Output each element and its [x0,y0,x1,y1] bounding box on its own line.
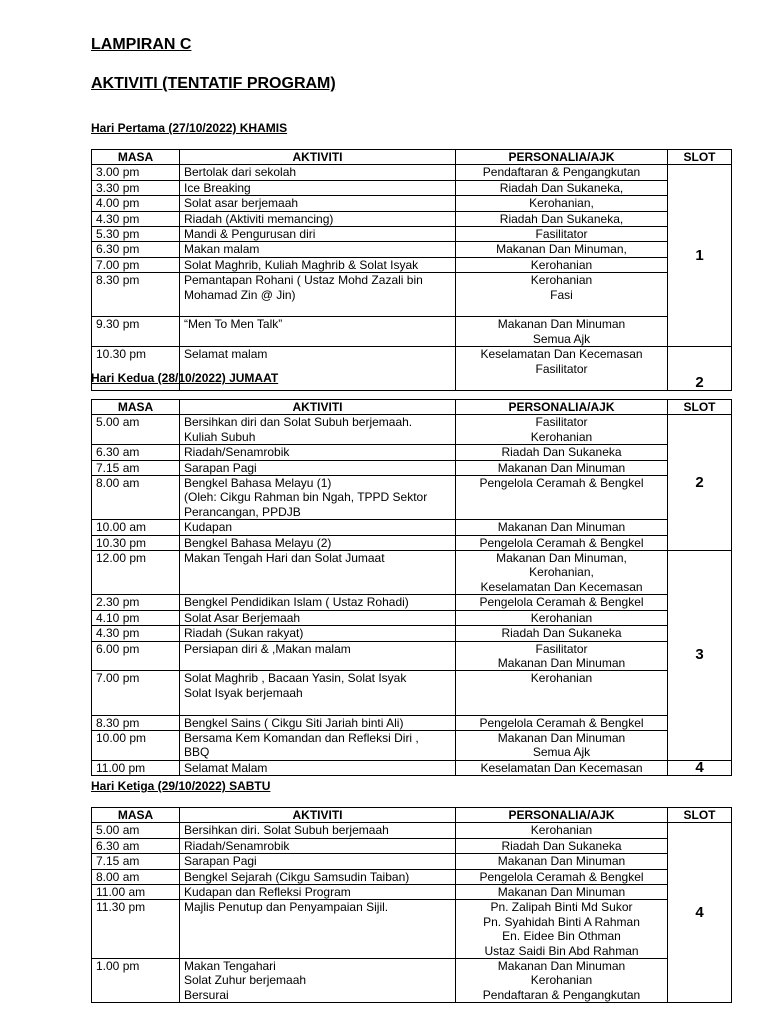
table-row [92,520,732,535]
personalia-line: Semua Ajk [532,745,591,760]
activity-line: Solat Asar Berjemaah [184,610,301,625]
personalia-line: Makanan Dan Minuman [497,854,626,869]
activity-line: Bengkel Bahasa Melayu (2) [184,535,332,550]
day2-body [92,415,732,776]
personalia-cell [456,242,668,257]
page-subtitle: AKTIVITI (TENTATIF PROGRAM) [91,75,336,92]
time-cell: 11.00 pm [92,760,180,775]
header-masa: MASA [92,400,180,415]
table-row [92,551,732,595]
personalia-cell [456,347,668,391]
time-cell: 10.00 pm [92,730,180,760]
personalia-line: Makanan Dan Minuman [497,520,626,535]
table-row [92,460,732,475]
activity-line: Ice Breaking [184,180,251,195]
time-cell: 4.30 pm [92,626,180,641]
time-cell: 5.00 am [92,823,180,838]
activity-line: Solat Maghrib , Bacaan Yasin, Solat Isyak [184,671,407,686]
table-row [92,227,732,242]
activity-line: Mandi & Pengurusan diri [184,227,316,242]
table-row [92,626,732,641]
personalia-cell [456,196,668,211]
table-row [92,885,732,900]
activity-line: Riadah/Senamrobik [184,838,290,853]
personalia-cell [456,257,668,272]
slot-cell: 3 [668,551,732,761]
time-cell: 7.15 am [92,460,180,475]
activity-line: Majlis Penutup dan Penyampaian Sijil. [184,900,389,915]
activity-line: Bengkel Sejarah (Cikgu Samsudin Taiban) [184,869,410,884]
personalia-line: Fasilitator [535,227,588,242]
personalia-cell [456,760,668,775]
personalia-line: En. Eidee Bin Othman [502,929,621,944]
personalia-cell [456,460,668,475]
activity-cell [180,165,456,180]
table-row [92,165,732,180]
day2-table [91,399,732,776]
personalia-cell [456,180,668,195]
day1-table [91,149,732,391]
personalia-cell [456,211,668,226]
slot-cell: 4 [668,760,732,775]
personalia-line: Keselamatan Dan Kecemasan [480,579,643,594]
personalia-line: Pengelola Ceramah & Bengkel [479,715,644,730]
personalia-line: Makanan Dan Minuman [497,730,626,745]
personalia-line: Makanan Dan Minuman [497,460,626,475]
personalia-line: Semua Ajk [532,331,591,346]
activity-line: Bertolak dari sekolah [184,165,297,180]
activity-line: Bersurai [184,987,229,1002]
personalia-cell [456,165,668,180]
personalia-cell [456,626,668,641]
personalia-line: Makanan Dan Minuman [497,655,626,670]
activity-line: Selamat malam [184,347,268,362]
day2-heading: Hari Kedua (28/10/2022) JUMAAT [91,371,279,385]
activity-cell [180,959,456,1003]
activity-line: Makan Tengahari [184,959,276,974]
activity-line: Selamat Malam [184,760,268,775]
activity-cell [180,869,456,884]
activity-line: Bersama Kem Komandan dan Refleksi Diri , [184,730,419,745]
activity-cell [180,227,456,242]
time-cell: 3.00 pm [92,165,180,180]
table-row [92,838,732,853]
activity-cell [180,273,456,317]
header-personalia: PERSONALIA/AJK [456,808,668,823]
header-personalia: PERSONALIA/AJK [456,150,668,165]
activity-cell [180,535,456,550]
header-aktiviti: AKTIVITI [180,150,456,165]
activity-cell [180,520,456,535]
personalia-cell [456,317,668,347]
activity-line: Perancangan, PPDJB [184,504,301,519]
personalia-line: Riadah Dan Sukaneka [501,626,622,641]
table-row [92,823,732,838]
time-cell: 2.30 pm [92,595,180,610]
table-row [92,196,732,211]
personalia-line: Kerohanian [530,973,593,988]
activity-line: Mohamad Zin @ Jin) [184,287,296,302]
personalia-cell [456,273,668,317]
time-cell: 11.30 pm [92,900,180,959]
header-aktiviti: AKTIVITI [180,400,456,415]
activity-line: Kuliah Subuh [184,429,256,444]
time-cell: 7.15 am [92,854,180,869]
activity-line: Solat Zuhur berjemaah [184,973,307,988]
table-row [92,610,732,625]
personalia-line: Kerohanian, [529,565,594,580]
personalia-cell [456,641,668,671]
activity-line: Riadah (Aktiviti memancing) [184,211,334,226]
day3-heading: Hari Ketiga (29/10/2022) SABTU [91,779,271,793]
personalia-line: Kerohanian [530,610,593,625]
personalia-line: Pengelola Ceramah & Bengkel [479,869,644,884]
activity-cell [180,885,456,900]
slot-cell: 4 [668,823,732,1003]
table-row [92,671,732,715]
personalia-cell [456,415,668,445]
time-cell: 1.00 pm [92,959,180,1003]
activity-cell [180,445,456,460]
activity-line: Persiapan diri & ,Makan malam [184,641,351,656]
time-cell: 6.00 pm [92,641,180,671]
time-cell: 11.00 am [92,885,180,900]
personalia-line: Keselamatan Dan Kecemasan [480,347,643,362]
activity-line: Kudapan dan Refleksi Program [184,885,351,900]
time-cell: 7.00 pm [92,671,180,715]
header-masa: MASA [92,808,180,823]
table-row [92,730,732,760]
activity-line: Pemantapan Rohani ( Ustaz Mohd Zazali bin [184,273,423,288]
activity-line: Kudapan [184,520,233,535]
activity-cell [180,854,456,869]
personalia-cell [456,595,668,610]
time-cell: 4.10 pm [92,610,180,625]
personalia-cell [456,551,668,595]
table-row [92,535,732,550]
personalia-cell [456,671,668,715]
time-cell: 4.30 pm [92,211,180,226]
personalia-line: Kerohanian, [529,196,594,211]
personalia-line: Fasilitator [535,641,588,656]
activity-line: (Oleh: Cikgu Rahman bin Ngah, TPPD Sektor [184,490,428,505]
header-masa: MASA [92,150,180,165]
personalia-cell [456,854,668,869]
slot-cell: 2 [668,415,732,551]
time-cell: 10.30 pm [92,535,180,550]
personalia-line: Pengelola Ceramah & Bengkel [479,476,644,491]
activity-line: Makan Tengah Hari dan Solat Jumaat [184,551,385,566]
activity-cell [180,196,456,211]
personalia-line: Fasi [550,287,573,302]
personalia-cell [456,900,668,959]
personalia-cell [456,959,668,1003]
personalia-line: Makanan Dan Minuman, [496,551,627,566]
table-row [92,211,732,226]
personalia-line: Makanan Dan Minuman [497,959,626,974]
activity-cell [180,257,456,272]
table-row [92,180,732,195]
table-row [92,257,732,272]
time-cell: 5.30 pm [92,227,180,242]
day3-table [91,807,732,1003]
slot-cell: 1 [668,165,732,347]
time-cell: 6.30 pm [92,242,180,257]
activity-line: Bengkel Sains ( Cikgu Siti Jariah binti Ali) [184,715,404,730]
activity-cell [180,242,456,257]
time-cell: 8.30 pm [92,273,180,317]
activity-line: Sarapan Pagi [184,854,257,869]
activity-cell [180,476,456,520]
activity-line: Riadah/Senamrobik [184,445,290,460]
personalia-line: Fasilitator [535,361,588,376]
personalia-line: Pn. Syahidah Binti A Rahman [483,914,640,929]
personalia-line: Pengelola Ceramah & Bengkel [479,535,644,550]
personalia-cell [456,445,668,460]
table-row [92,595,732,610]
personalia-cell [456,730,668,760]
personalia-cell [456,823,668,838]
activity-cell [180,626,456,641]
activity-cell [180,641,456,671]
time-cell: 10.00 am [92,520,180,535]
header-personalia: PERSONALIA/AJK [456,400,668,415]
personalia-line: Pengelola Ceramah & Bengkel [479,595,644,610]
activity-line: Solat asar berjemaah [184,196,299,211]
time-cell: 6.30 am [92,838,180,853]
activity-line: Bengkel Pendidikan Islam ( Ustaz Rohadi) [184,595,409,610]
personalia-line: Ustaz Saidi Bin Abd Rahman [484,943,639,958]
personalia-cell [456,476,668,520]
personalia-line: Kerohanian [530,429,593,444]
table-row [92,854,732,869]
table-row [92,760,732,775]
activity-cell [180,180,456,195]
activity-line: Makan malam [184,242,260,257]
header-slot: SLOT [668,400,732,415]
day1-heading: Hari Pertama (27/10/2022) KHAMIS [91,121,288,135]
activity-line: Bengkel Bahasa Melayu (1) [184,476,332,491]
personalia-line: Kerohanian [530,273,593,288]
table-row [92,476,732,520]
activity-line: Bersihkan diri. Solat Subuh berjemaah [184,823,389,838]
slot-cell: 2 [668,347,732,391]
personalia-line: Riadah Dan Sukaneka [501,445,622,460]
personalia-line: Riadah Dan Sukaneka, [499,180,624,195]
activity-cell [180,730,456,760]
header-aktiviti: AKTIVITI [180,808,456,823]
time-cell: 5.00 am [92,415,180,445]
personalia-line: Keselamatan Dan Kecemasan [480,760,643,775]
table-row [92,317,732,347]
activity-cell [180,838,456,853]
personalia-line: Kerohanian [530,671,593,686]
table-row [92,641,732,671]
activity-line: Riadah (Sukan rakyat) [184,626,304,641]
activity-cell [180,900,456,959]
time-cell: 10.30 pm [92,347,180,391]
day1-body [92,165,732,391]
activity-cell [180,551,456,595]
personalia-cell [456,535,668,550]
header-slot: SLOT [668,808,732,823]
activity-cell [180,671,456,715]
table-row [92,715,732,730]
activity-line: BBQ [184,745,210,760]
activity-cell [180,823,456,838]
time-cell: 9.30 pm [92,317,180,347]
table-row [92,445,732,460]
table-row [92,869,732,884]
personalia-line: Pendaftaran & Pengangkutan [482,165,641,180]
personalia-line: Pn. Zalipah Binti Md Sukor [490,900,633,915]
personalia-line: Pendaftaran & Pengangkutan [482,987,641,1002]
page-title: LAMPIRAN C [91,36,192,53]
personalia-cell [456,885,668,900]
personalia-line: Makanan Dan Minuman, [496,242,627,257]
activity-line: Bersihkan diri dan Solat Subuh berjemaah. [184,415,413,430]
header-slot: SLOT [668,150,732,165]
time-cell: 4.00 pm [92,196,180,211]
personalia-cell [456,610,668,625]
activity-cell [180,595,456,610]
activity-cell [180,317,456,347]
time-cell: 7.00 pm [92,257,180,272]
table-row [92,959,732,1003]
day3-body [92,823,732,1003]
time-cell: 8.30 pm [92,715,180,730]
personalia-cell [456,520,668,535]
time-cell: 8.00 am [92,869,180,884]
activity-cell [180,460,456,475]
personalia-line: Kerohanian [530,823,593,838]
personalia-line: Riadah Dan Sukaneka [501,838,622,853]
personalia-line: Riadah Dan Sukaneka, [499,211,624,226]
activity-line: Sarapan Pagi [184,460,257,475]
time-cell: 8.00 am [92,476,180,520]
personalia-cell [456,227,668,242]
table-row [92,242,732,257]
personalia-line: Makanan Dan Minuman [497,885,626,900]
time-cell: 3.30 pm [92,180,180,195]
table-row [92,900,732,959]
personalia-cell [456,869,668,884]
personalia-line: Makanan Dan Minuman [497,317,626,332]
time-cell: 12.00 pm [92,551,180,595]
activity-cell [180,610,456,625]
activity-cell [180,760,456,775]
time-cell: 6.30 am [92,445,180,460]
personalia-cell [456,715,668,730]
personalia-cell [456,838,668,853]
activity-cell [180,415,456,445]
activity-line: Solat Maghrib, Kuliah Maghrib & Solat Isyak [184,257,419,272]
activity-cell [180,715,456,730]
table-row [92,273,732,317]
personalia-line: Kerohanian [530,257,593,272]
personalia-line: Fasilitator [535,415,588,430]
activity-line: Solat Isyak berjemaah [184,685,303,700]
table-row [92,415,732,445]
activity-line: “Men To Men Talk” [184,317,283,332]
activity-cell [180,211,456,226]
